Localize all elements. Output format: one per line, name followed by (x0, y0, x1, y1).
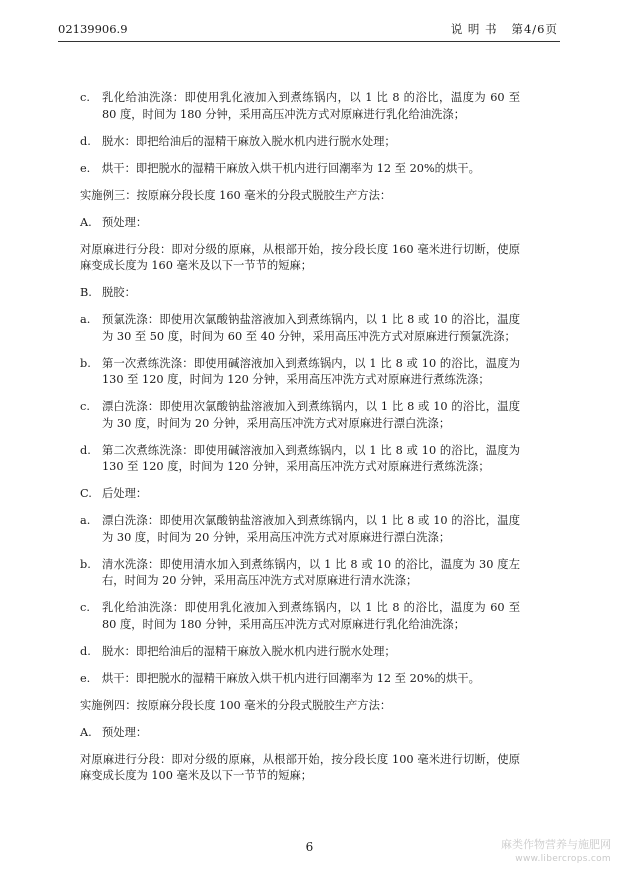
item-label: d. (80, 644, 91, 658)
paragraph-gap (80, 714, 520, 725)
list-item (80, 671, 520, 688)
item-text: 烘干：即把脱水的湿精干麻放入烘干机内进行回潮率为 12 至 20%的烘干。 (102, 671, 480, 685)
list-item (80, 161, 520, 178)
paragraph-gap (80, 275, 520, 286)
paragraph-gap (80, 150, 520, 161)
item-text: 预处理： (102, 215, 148, 229)
list-item (80, 443, 520, 476)
paragraph-gap (80, 660, 520, 671)
item-text: 对原麻进行分段：即对分级的原麻，从根部开始，按分段长度 100 毫米进行切断，使原麻变成长度为 100 毫米及以下一节节的短麻； (80, 752, 520, 782)
list-item (80, 399, 520, 432)
item-label: B. (80, 286, 92, 299)
paragraph-gap (80, 590, 520, 601)
item-text: 漂白洗涤：即使用次氯酸钠盐溶液加入到煮练锅内，以 1 比 8 或 10 的浴比，温度为 30 度，时间为 20 分钟，采用高压冲洗方式对原麻进行漂白洗涤； (102, 400, 520, 430)
list-item (80, 285, 520, 302)
item-label: A. (80, 215, 92, 229)
paragraph-gap (80, 432, 520, 443)
page-header (58, 20, 558, 38)
list-item (80, 90, 520, 123)
paragraph-gap (80, 633, 520, 644)
item-text: 第二次煮练洗涤：即使用碱溶液加入到煮练锅内，以 1 比 8 或 10 的浴比，温度为 130 至 120 度，时间为 120 分钟，采用高压冲洗方式对原麻进行煮练洗涤； (102, 443, 520, 473)
item-text: 对原麻进行分段：即对分级的原麻，从根部开始，按分段长度 160 毫米进行切断，使原麻变成长度为 160 毫米及以下一节节的短麻； (80, 242, 520, 272)
header-page-label: 第4/6页 (511, 22, 558, 36)
paragraph-gap (80, 687, 520, 698)
paragraph-gap (80, 546, 520, 557)
paragraph (80, 242, 520, 275)
item-text: 清水洗涤：即使用清水加入到煮练锅内，以 1 比 8 或 10 的浴比，温度为 30 度左右，时间为 20 分钟，采用高压冲洗方式对原麻进行清水洗涤； (102, 557, 520, 587)
list-item (80, 215, 520, 232)
paragraph-gap (80, 123, 520, 134)
paragraph-gap (80, 345, 520, 356)
item-text: 乳化给油洗涤：即使用乳化液加入到煮练锅内，以 1 比 8 的浴比，温度为 60 至 80 度，时间为 180 分钟，采用高压冲洗方式对原麻进行乳化给油洗涤； (102, 601, 520, 631)
item-text: 烘干：即把脱水的湿精干麻放入烘干机内进行回潮率为 12 至 20%的烘干。 (102, 161, 480, 175)
item-label: c. (80, 400, 90, 413)
item-label: C. (80, 487, 92, 500)
header-title: 说 明 书 (450, 22, 498, 36)
item-text: 漂白洗涤：即使用次氯酸钠盐溶液加入到煮练锅内，以 1 比 8 或 10 的浴比，温度为 30 度，时间为 20 分钟，采用高压冲洗方式对原麻进行漂白洗涤； (102, 514, 520, 544)
list-item (80, 486, 520, 503)
paragraph-gap (80, 204, 520, 215)
list-item (80, 644, 520, 661)
list-item (80, 134, 520, 151)
item-text: 脱水：即把给油后的湿精干麻放入脱水机内进行脱水处理； (102, 134, 396, 148)
list-item (80, 600, 520, 633)
list-item (80, 725, 520, 742)
item-label: b. (80, 557, 91, 571)
item-text: 脱胶： (102, 286, 136, 299)
page-number: 6 (305, 840, 314, 854)
item-text: 预处理： (102, 725, 148, 739)
doc-number: 02139906.9 (58, 22, 128, 36)
paragraph-gap (80, 503, 520, 514)
item-label: d. (80, 134, 91, 148)
paragraph (80, 188, 520, 205)
watermark (461, 838, 611, 866)
item-text: 第一次煮练洗涤：即使用碱溶液加入到煮练锅内，以 1 比 8 或 10 的浴比，温度为 130 至 120 度，时间为 120 分钟，采用高压冲洗方式对原麻进行煮练洗涤； (102, 356, 520, 386)
item-text: 实施例三：按原麻分段长度 160 毫米的分段式脱胶生产方法： (80, 188, 392, 202)
item-label: e. (80, 671, 91, 685)
header-title-page (451, 20, 558, 38)
item-label: c. (80, 91, 90, 104)
watermark-line1: 麻类作物营养与施肥网 (501, 838, 611, 851)
paragraph-gap (80, 177, 520, 188)
document-body (80, 90, 520, 785)
item-text: 后处理： (102, 487, 148, 500)
item-label: c. (80, 601, 90, 614)
paragraph-gap (80, 231, 520, 242)
list-item (80, 557, 520, 590)
paragraph-gap (80, 389, 520, 400)
item-label: e. (80, 161, 91, 175)
item-label: a. (80, 514, 91, 527)
item-label: d. (80, 443, 91, 457)
list-item (80, 356, 520, 389)
list-item (80, 513, 520, 546)
paragraph (80, 752, 520, 785)
list-item (80, 312, 520, 345)
item-text: 预氯洗涤：即使用次氯酸钠盐溶液加入到煮练锅内，以 1 比 8 或 10 的浴比，温度为 30 至 50 度，时间为 60 至 40 分钟，采用高压冲洗方式对原麻进行预氯洗涤； (102, 313, 520, 343)
paragraph-gap (80, 476, 520, 487)
paragraph-gap (80, 302, 520, 313)
item-label: A. (80, 725, 92, 739)
paragraph-gap (80, 741, 520, 752)
paragraph (80, 698, 520, 715)
item-label: a. (80, 313, 91, 326)
item-text: 实施例四：按原麻分段长度 100 毫米的分段式脱胶生产方法： (80, 698, 392, 712)
header-rule (58, 41, 560, 42)
watermark-line2: www.libercrops.com (515, 854, 611, 864)
item-label: b. (80, 356, 91, 370)
item-text: 乳化给油洗涤：即使用乳化液加入到煮练锅内，以 1 比 8 的浴比，温度为 60 至 80 度，时间为 180 分钟，采用高压冲洗方式对原麻进行乳化给油洗涤； (102, 91, 520, 121)
item-text: 脱水：即把给油后的湿精干麻放入脱水机内进行脱水处理； (102, 644, 396, 658)
